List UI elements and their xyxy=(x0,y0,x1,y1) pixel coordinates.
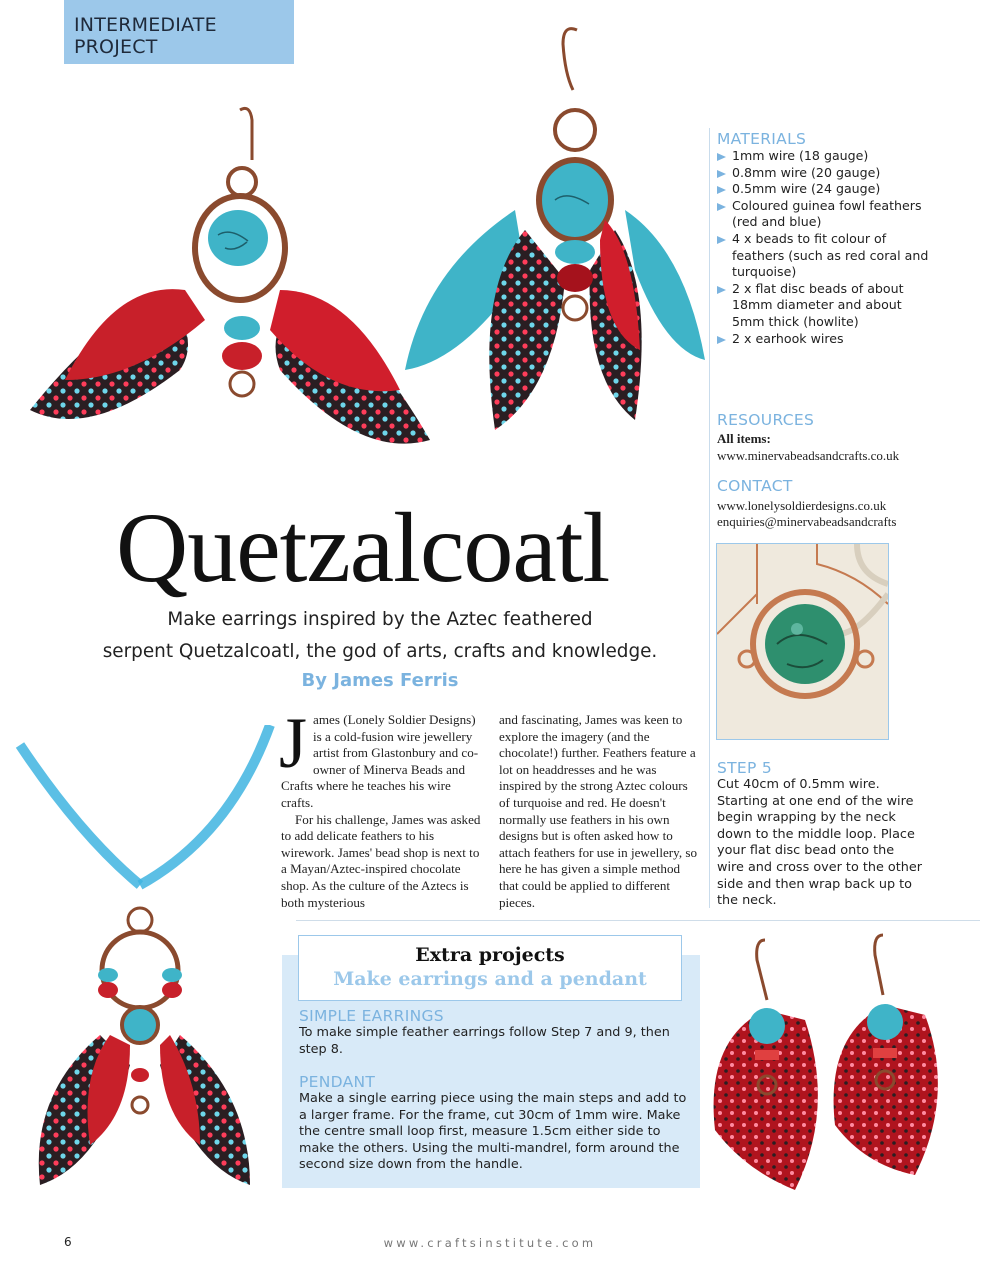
body-column-2 xyxy=(499,712,699,911)
pendant-heading: PENDANT xyxy=(299,1073,376,1091)
earring-photo-left xyxy=(10,100,450,510)
materials-list xyxy=(717,148,937,347)
simple-earrings-heading: SIMPLE EARRINGS xyxy=(299,1007,444,1025)
dropcap: J xyxy=(279,703,308,783)
step5-photo xyxy=(716,543,889,740)
list-item: Coloured guinea fowl feathers (red and blue) xyxy=(717,198,937,231)
contact-website[interactable]: www.lonelysoldierdesigns.co.uk xyxy=(717,498,887,513)
list-item: 0.5mm wire (24 gauge) xyxy=(717,181,937,198)
body-paragraph-1-text: ames (Lonely Soldier Designs) is a cold-fusion wire jewellery artist from Glastonbury and co-owner of Minerva Beads and Crafts where he teaches his wire crafts. xyxy=(281,712,479,810)
page-title: Quetzalcoatl xyxy=(116,492,610,603)
section-tag-label: INTERMEDIATE PROJECT xyxy=(74,14,217,58)
step5-heading: STEP 5 xyxy=(717,759,773,777)
resources-url[interactable]: www.minervabeadsandcrafts.co.uk xyxy=(717,448,900,463)
body-paragraph-1 xyxy=(279,703,481,812)
list-item: 0.8mm wire (20 gauge) xyxy=(717,165,937,182)
contact-heading: CONTACT xyxy=(717,477,793,495)
body-paragraph-2: For his challenge, James was asked to add delicate feathers to his wirework. James' bead shop is next to a Mayan/Aztec-inspired chocolate shop. As the culture of the Aztecs is both mysterious xyxy=(281,811,481,910)
pendant-photo xyxy=(10,725,280,1195)
section-tag xyxy=(64,0,294,64)
standfirst-line-2: serpent Quetzalcoatl, the god of arts, crafts and knowledge. xyxy=(102,641,658,662)
byline: By James Ferris xyxy=(301,670,459,691)
materials-heading: MATERIALS xyxy=(717,130,807,148)
extra-subtitle: Make earrings and a pendant xyxy=(333,968,647,990)
step5-photo-image xyxy=(717,544,888,739)
footer-url[interactable]: www.craftsinstitute.com xyxy=(383,1236,597,1250)
page-number: 6 xyxy=(64,1235,72,1249)
simple-earrings-photo xyxy=(705,930,950,1205)
simple-earrings-text: To make simple feather earrings follow Step 7 and 9, then step 8. xyxy=(299,1025,670,1057)
extra-title: Extra projects xyxy=(415,944,565,966)
section-divider xyxy=(296,920,980,921)
step5-text: Cut 40cm of 0.5mm wire. Starting at one end of the wire begin wrapping by the neck down to the middle loop. Place your flat disc bead onto the wire and cross over to the other side and then wrap back up to the neck. xyxy=(717,777,923,909)
contact-email[interactable]: enquiries@minervabeadsandcrafts xyxy=(717,514,897,529)
body-paragraph-3: and fascinating, James was keen to explore the imagery (and the chocolate!) further. Feathers feature a lot on headdresses and he was inspired by the strong Aztec colours of turquoise and red. He doesn't normally use feathers in his own designs but is often asked how to attach feathers for use in jewellery, so here he has given a simple method that could be applied to different pieces. xyxy=(499,712,698,910)
resources-heading: RESOURCES xyxy=(717,411,815,429)
standfirst xyxy=(60,604,700,668)
list-item: 2 x earhook wires xyxy=(717,331,937,348)
list-item: 2 x flat disc beads of about 18mm diameter and about 5mm thick (howlite) xyxy=(717,281,937,331)
list-item: 1mm wire (18 gauge) xyxy=(717,148,937,165)
extra-projects-title-box xyxy=(298,935,682,1001)
resources-label: All items: xyxy=(717,431,771,446)
sidebar-divider xyxy=(709,128,710,908)
earring-photo-right xyxy=(395,20,705,450)
pendant-text: Make a single earring piece using the main steps and add to a larger frame. For the frame, cut 30cm of 1mm wire. Make the centre small loop first, measure 1.5cm either side to make the others. Using the multi-mandrel, form around the second size down from the handle. xyxy=(299,1091,687,1173)
list-item: 4 x beads to fit colour of feathers (such as red coral and turquoise) xyxy=(717,231,937,281)
body-column-1 xyxy=(279,703,481,911)
standfirst-line-1: Make earrings inspired by the Aztec feathered xyxy=(167,609,593,630)
